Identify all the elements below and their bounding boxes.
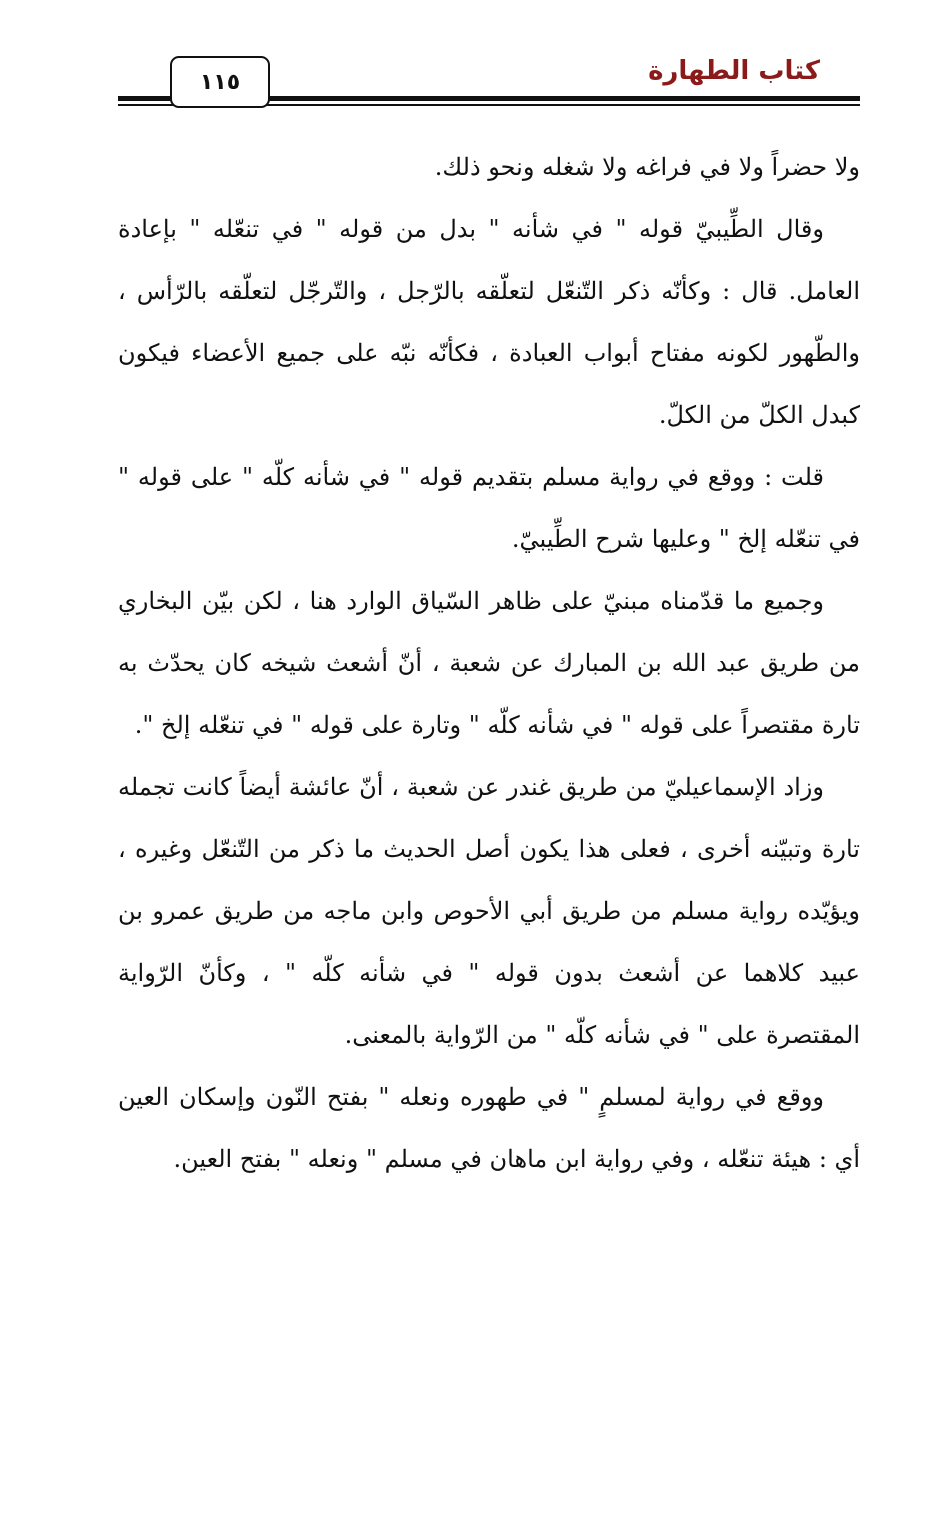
paragraph-tibi: وقال الطِّيبيّ قوله " في شأنه " بدل من قوله " في تنعّله " بإعادة العامل. قال : وكأنّه ذكر التّنعّل لتعلّقه بالرّجل ، والتّرجّل لتعلّقه بالرّأس ، والطّهور لكونه مفتاح أبواب العبادة ، فكأنّه نبّه على جميع الأعضاء فيكون كبدل الكلّ من الكلّ. <box>118 215 860 429</box>
paragraph-ismaili: وزاد الإسماعيليّ من طريق غندر عن شعبة ، أنّ عائشة أيضاً كانت تجمله تارة وتبيّنه أخرى ، فعلى هذا يكون أصل الحديث ما ذكر من التّنعّل وغيره ، ويؤيّده رواية مسلم من طريق أبي الأحوص وابن ماجه من طريق عمرو بن عبيد كلاهما عن أشعث بدون قوله " في شأنه كلّه " ، وكأنّ الرّواية المقتصرة على " في شأنه كلّه " من الرّواية بالمعنى. <box>118 773 860 1049</box>
paragraph-bukhari: وجميع ما قدّمناه مبنيّ على ظاهر السّياق الوارد هنا ، لكن بيّن البخاري من طريق عبد الله بن المبارك عن شعبة ، أنّ أشعث شيخه كان يحدّث به تارة مقتصراً على قوله " في شأنه كلّه " وتارة على قوله " في تنعّله إلخ ". <box>118 587 861 739</box>
paragraph-tahur: ووقع في رواية لمسلمٍ " في طهوره ونعله " بفتح النّون وإسكان العين أي : هيئة تنعّله ، وفي رواية ابن ماهان في مسلم " ونعله " بفتح العين. <box>118 1083 860 1173</box>
page-number: ١١٥ <box>199 69 241 95</box>
paragraph-muslim-order: قلت : ووقع في رواية مسلم بتقديم قوله " في شأنه كلّه " على قوله " في تنعّله إلخ " وعليها شرح الطِّيبيّ. <box>118 463 860 553</box>
book-title: كتاب الطهارة <box>648 56 820 86</box>
paragraph-continuation: ولا حضراً ولا في فراغه ولا شغله ونحو ذلك. <box>434 153 860 181</box>
page-number-box <box>170 56 270 108</box>
page-body <box>118 136 860 1190</box>
page-header <box>118 50 860 110</box>
